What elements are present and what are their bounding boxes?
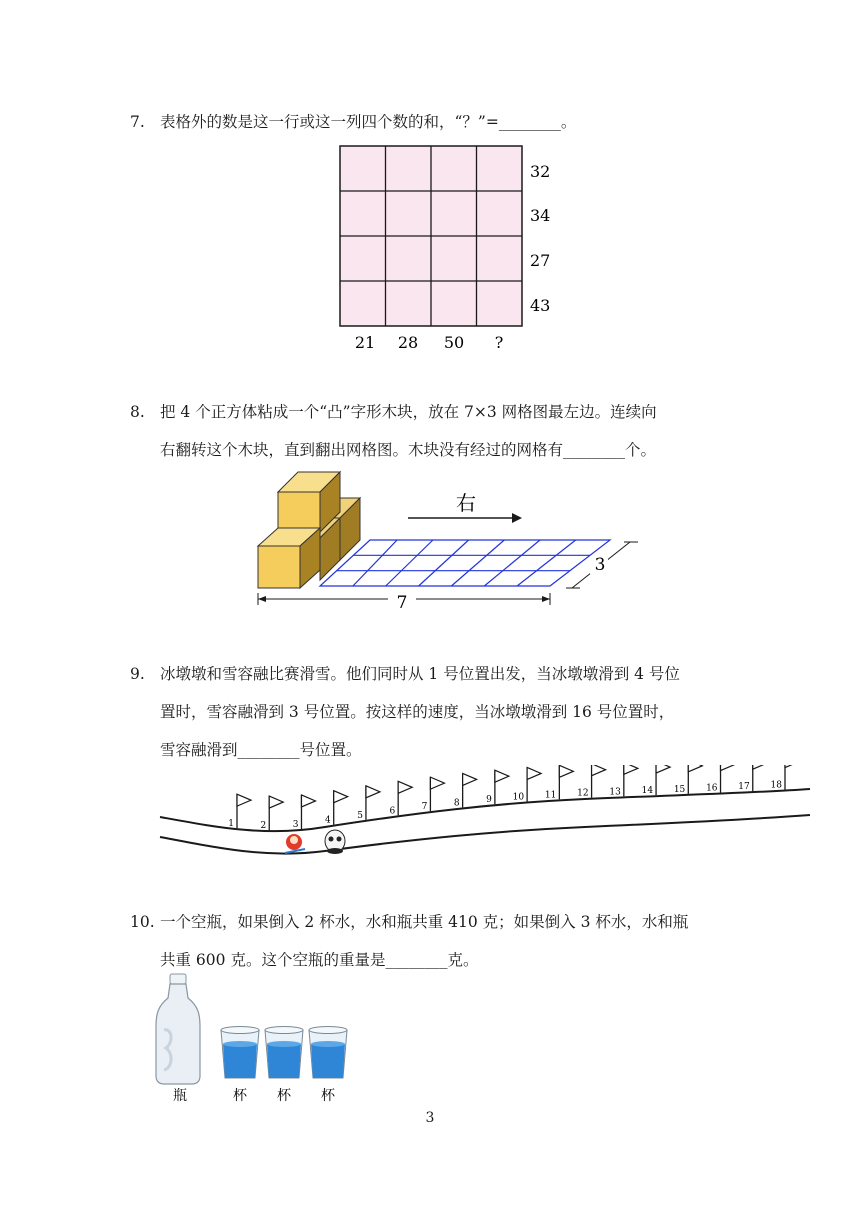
question-number: 8. xyxy=(130,403,145,421)
question-text-line: 把 4 个正方体粘成一个“凸”字形木块，放在 7×3 网格图最左边。连续向 xyxy=(160,403,657,421)
flag-icon xyxy=(301,795,315,807)
flag-number: 17 xyxy=(738,782,750,793)
flag-icon xyxy=(334,791,348,803)
question-text-line: 一个空瓶，如果倒入 2 杯水，水和瓶共重 410 克；如果倒入 3 杯水，水和瓶 xyxy=(160,913,689,931)
flag-number: 3 xyxy=(292,819,299,830)
page-number: 3 xyxy=(425,1110,435,1126)
flag-icon xyxy=(269,796,283,808)
flag-number: 5 xyxy=(357,810,363,821)
flag-number: 2 xyxy=(260,821,267,832)
cup-label: 杯 xyxy=(321,1088,335,1104)
flag-number: 12 xyxy=(577,788,589,799)
flag-number: 9 xyxy=(486,795,492,806)
question-text-line: 右翻转这个木块，直到翻出网格图。木块没有经过的网格有________个。 xyxy=(160,441,657,459)
track-upper-edge xyxy=(160,789,810,831)
question-text-line: 雪容融滑到________号位置。 xyxy=(160,741,362,759)
question-number: 7. xyxy=(130,113,145,131)
row-sum: 32 xyxy=(530,162,551,181)
question-number: 10. xyxy=(130,913,155,931)
flag-icon xyxy=(495,770,509,782)
flag-icon xyxy=(624,765,638,774)
cup-icon xyxy=(265,1027,303,1079)
col-sum: 21 xyxy=(354,333,376,352)
width-label: 7 xyxy=(396,593,408,613)
flag-icon xyxy=(366,786,380,798)
cup-label: 杯 xyxy=(233,1088,247,1104)
flag-icon xyxy=(463,773,477,785)
flag-icon xyxy=(688,765,702,772)
block-grid-figure xyxy=(250,470,650,615)
question-text-line: 冰墩墩和雪容融比赛滑雪。他们同时从 1 号位置出发，当冰墩墩滑到 4 号位 xyxy=(160,665,680,683)
depth-label: 3 xyxy=(594,555,606,575)
flag-number: 7 xyxy=(421,802,428,813)
grid-7x3 xyxy=(320,540,610,586)
sum-grid-figure xyxy=(330,140,570,360)
question-7 xyxy=(130,103,750,141)
flag-number: 4 xyxy=(324,815,331,826)
bottle-cups-figure xyxy=(150,970,370,1105)
col-sum: 50 xyxy=(443,333,465,352)
flag-icon xyxy=(237,794,251,806)
arrow-head-icon xyxy=(512,513,522,523)
bing-dwen-dwen-character xyxy=(325,830,345,854)
flag-number: 1 xyxy=(228,819,234,830)
question-text-line: 共重 600 克。这个空瓶的重量是________克。 xyxy=(160,951,479,969)
flag-number: 16 xyxy=(706,783,718,794)
flag-icon xyxy=(430,777,444,789)
flag-number: 11 xyxy=(544,790,557,801)
question-number: 9. xyxy=(130,665,145,683)
flag-icon xyxy=(527,767,541,779)
flag-number: 13 xyxy=(609,787,621,798)
cup-icon xyxy=(309,1027,347,1079)
row-sum: 34 xyxy=(530,206,551,225)
flag-number: 10 xyxy=(512,792,525,803)
row-sum: 27 xyxy=(530,251,551,270)
flag-icon xyxy=(785,765,799,768)
col-sum: ? xyxy=(494,333,504,352)
question-9 xyxy=(130,655,750,769)
question-8 xyxy=(130,393,750,469)
cup-icon xyxy=(221,1027,259,1079)
flag-number: 8 xyxy=(453,798,460,809)
flag-icon xyxy=(656,765,670,773)
question-10 xyxy=(130,903,750,979)
bottle-icon xyxy=(156,974,200,1084)
question-text-line: 置时，雪容融滑到 3 号位置。按这样的速度，当冰墩墩滑到 16 号位置时， xyxy=(160,703,675,721)
bottle-label: 瓶 xyxy=(173,1088,187,1104)
flag-icon xyxy=(559,765,573,777)
row-sum: 43 xyxy=(530,296,551,315)
flag-icon xyxy=(592,765,606,776)
flag-number: 14 xyxy=(641,786,654,797)
flag-icon xyxy=(721,765,735,771)
flag-number: 6 xyxy=(389,806,396,817)
flag-icon xyxy=(753,765,767,769)
question-text: 表格外的数是这一行或这一列四个数的和，“？”=________。 xyxy=(160,113,577,131)
cup-label: 杯 xyxy=(277,1088,291,1104)
flag-number: 15 xyxy=(673,784,686,795)
track-lower-edge xyxy=(160,815,810,854)
flag-icon xyxy=(398,781,412,793)
shuey-rhon-rhon-character xyxy=(285,834,305,853)
arrow-label: 右 xyxy=(456,491,476,515)
ski-track-figure xyxy=(155,765,815,865)
col-sum: 28 xyxy=(397,333,419,352)
flag-number: 18 xyxy=(770,780,782,791)
